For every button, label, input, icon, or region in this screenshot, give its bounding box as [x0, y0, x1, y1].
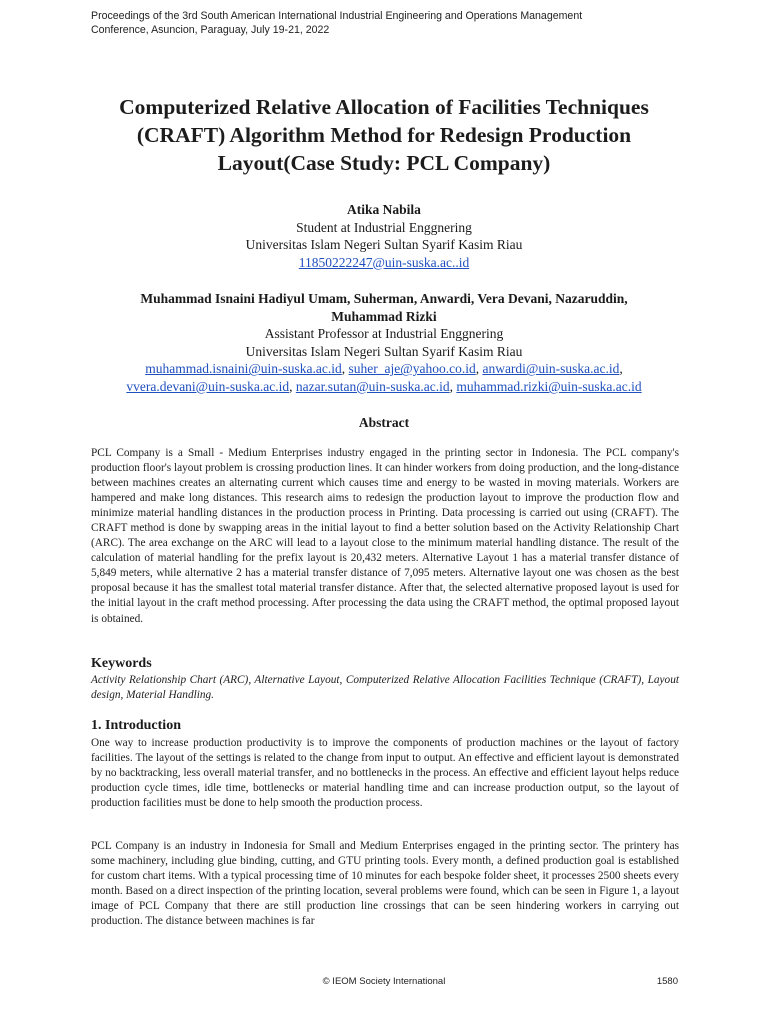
email-separator: , — [449, 378, 457, 394]
title-line-2: (CRAFT) Algorithm Method for Redesign Production — [136, 123, 632, 147]
email-link[interactable]: muhammad.isnaini@uin-suska.ac.id — [145, 361, 342, 377]
keywords-heading: Keywords — [91, 656, 152, 671]
email-link[interactable]: muhammad.rizki@uin-suska.ac.id — [456, 378, 642, 394]
paper-title — [80, 93, 688, 177]
author-role: Student at Industrial Enggnering — [296, 219, 472, 235]
footer-copyright: © IEOM Society International — [322, 976, 446, 987]
email-separator: , — [475, 361, 483, 377]
author-block-2 — [60, 290, 708, 396]
coauthor-affiliation: Universitas Islam Negeri Sultan Syarif Kasim Riau — [245, 343, 523, 359]
email-link[interactable]: nazar.sutan@uin-suska.ac.id — [295, 378, 450, 394]
email-separator: , — [289, 378, 296, 394]
page-number: 1580 — [656, 976, 678, 987]
email-separator: , — [341, 361, 349, 377]
coauthor-names-line-1: Muhammad Isnaini Hadiyul Umam, Suherman, Anwardi, Vera Devani, Nazaruddin, — [140, 291, 628, 306]
coauthor-emails-line-2 — [60, 378, 708, 396]
email-link[interactable]: vvera.devani@uin-suska.ac.id — [126, 378, 290, 394]
author-affiliation: Universitas Islam Negeri Sultan Syarif Kasim Riau — [245, 237, 523, 253]
title-line-1: Computerized Relative Allocation of Facilities Techniques — [119, 95, 649, 119]
email-separator: , — [619, 361, 623, 377]
author-email-link[interactable]: 11850222247@uin-suska.ac..id — [298, 254, 470, 270]
author-name: Atika Nabila — [347, 202, 421, 217]
email-link[interactable]: anwardi@uin-suska.ac.id — [482, 361, 620, 377]
coauthor-emails-line-1 — [60, 360, 708, 378]
email-link[interactable]: suher_aje@yahoo.co.id — [348, 361, 476, 377]
running-header — [91, 9, 691, 37]
abstract-heading: Abstract — [358, 415, 410, 430]
introduction-paragraph-2: PCL Company is an industry in Indonesia for Small and Medium Enterprises engaged in the printing sector. The printery has some machinery, including glue binding, cutting, and GTU printing tools. Every month, a defined production goal is established for custom chart items. With a typical processing time of 10 minutes for each bespoke folder sheet, it processes 2500 sheets every month. Based on a direct inspection of the printing location, several problems were found, which can be seen in Figure 1, a layout image of PCL Company that there are still production line crossings that can be seen hindering workers in carrying out production. The distance between machines is far — [91, 840, 679, 928]
abstract-text: PCL Company is a Small - Medium Enterprises industry engaged in the printing sector in Indonesia. The PCL company's production floor's layout problem is crossing production lines. It can hinder workers from doing production, and the long-distance between machines creates an alternating current which causes time and energy to be wasted in moving materials. Workers are hampered and make long distances. This research aims to redesign the production layout to improve the production flow and minimize material handling distances in the production process in Printing. Data processing is carried out using (CRAFT). The CRAFT method is done by swapping areas in the initial layout to find a better solution based on the Activity Relationship Chart (ARC). The area exchange on the ARC will lead to a layout close to the minimum material handling distance. The result of the calculation of material handling for the prefix layout is 20,432 meters. Alternative Layout 1 has a material transfer distance of 5,849 meters, while alternative 2 has a material transfer distance of 7,095 meters. Alternative layout one was chosen as the best proposal because it has the smallest total material transfer distance. After that, the selected alternative proposed layout is used for the initial layout in the craft method processing. After processing the data using the CRAFT method, the optimal proposed layout is obtained. — [91, 447, 679, 625]
keywords-text: Activity Relationship Chart (ARC), Alternative Layout, Computerized Relative Allocation Facilities Technique (CRAFT), Layout design, Material Handling. — [91, 674, 679, 702]
header-line-1: Proceedings of the 3rd South American International Industrial Engineering and Operations Management — [91, 10, 583, 22]
title-line-3: Layout(Case Study: PCL Company) — [217, 151, 551, 175]
coauthor-names-line-2: Muhammad Rizki — [331, 308, 437, 324]
coauthor-role: Assistant Professor at Industrial Enggnering — [264, 326, 504, 342]
introduction-paragraph-1: One way to increase production productivity is to improve the components of production machines or the layout of factory facilities. The layout of the settings is related to the change from input to output. An effective and efficient layout is demonstrated by no backtracking, less overall material transfer, and no bottlenecks in the process. An effective and efficient layout helps reduce production cycle times, idle time, bottlenecks or material handling time and can increase production output, so the layout of production facilities must be done to help smooth the production process. — [91, 737, 679, 810]
header-line-2: Conference, Asuncion, Paraguay, July 19-21, 2022 — [91, 24, 330, 36]
author-block-1 — [60, 201, 708, 271]
introduction-heading: 1. Introduction — [91, 718, 181, 733]
